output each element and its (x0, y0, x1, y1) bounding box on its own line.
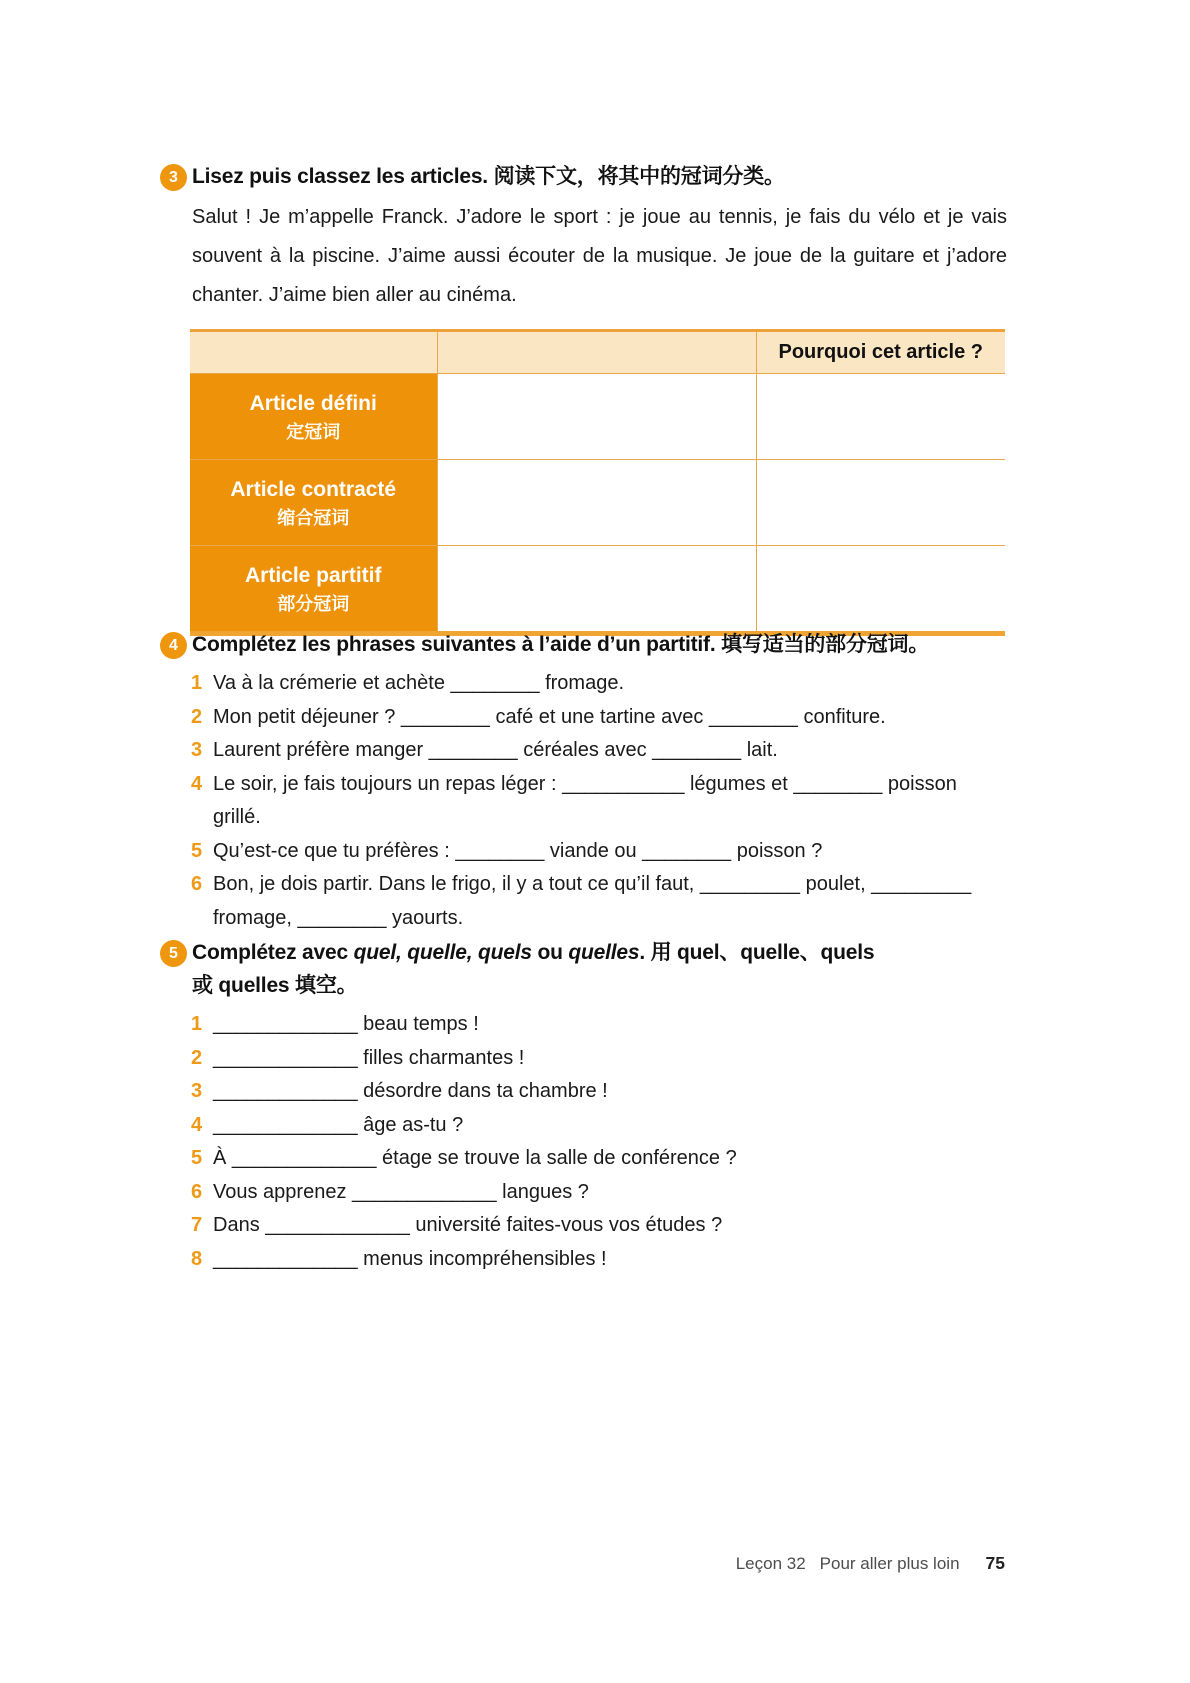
item-number: 7 (191, 1214, 203, 1236)
articles-answer-cell (437, 546, 756, 634)
exercise5-title (192, 936, 874, 1002)
exercise4-header (160, 628, 1008, 661)
exercise5-item (160, 1075, 1008, 1109)
item-number: 2 (191, 705, 203, 728)
exercise3-header (160, 160, 1008, 193)
exercise4-title-zh: 填写适当的部分冠词。 (721, 633, 930, 656)
row-label-fr: Article partitif (244, 563, 382, 587)
exercise4-title-fr: Complétez les phrases suivantes à l’aide d’un partitif. (192, 633, 716, 656)
item-number: 6 (191, 873, 203, 895)
item-text: _____________ désordre dans ta chambre ! (213, 1080, 608, 1102)
exercise4-item (160, 768, 1008, 835)
exercise5-item (160, 1042, 1008, 1076)
item-number: 4 (191, 772, 203, 795)
header-cell-empty-articles (437, 331, 756, 374)
item-text: _____________ filles charmantes ! (213, 1046, 525, 1069)
item-number: 3 (191, 1080, 203, 1102)
exercise4-number-badge: 4 (160, 632, 187, 659)
exercise4-item (160, 734, 1008, 768)
footer-section-title: Pour aller plus loin (819, 1554, 960, 1573)
exercise4-items (160, 667, 1008, 935)
exercise5-title-dot: . (639, 941, 651, 964)
item-text: Bon, je dois partir. Dans le frigo, il y a tout ce qu’il faut, _________ poulet, _________ fromage, ________ yaourts. (213, 873, 972, 929)
table-header-row (190, 331, 1005, 374)
exercise5-item (160, 1243, 1008, 1277)
articles-answer-cell (437, 460, 756, 546)
table-row-article-contracte (190, 460, 1005, 546)
exercise4-title (192, 628, 929, 661)
row-label-fr: Article contracté (230, 477, 397, 501)
row-label-article-defini (190, 374, 437, 460)
footer-lesson-label: Leçon 32 (735, 1554, 806, 1573)
item-number: 5 (191, 1147, 203, 1169)
exercise5-section (160, 936, 1008, 1276)
exercise4-item (160, 835, 1008, 869)
item-number: 6 (191, 1180, 203, 1203)
item-number: 8 (191, 1247, 203, 1270)
row-label-zh: 定冠词 (286, 421, 341, 442)
row-label-article-partitif (190, 546, 437, 634)
exercise5-title-zh-line2: 或 quelles 填空。 (192, 974, 358, 997)
reading-passage: Salut ! Je m’appelle Franck. J’adore le sport : je joue au tennis, je fais du vélo et je vais souvent à la piscine. J’aime aussi écouter de la musique. Je joue de la guitare et j’adore chanter. J’aime bien aller au cinéma. (192, 206, 1007, 306)
exercise3-title (192, 160, 785, 193)
classification-table (190, 329, 1005, 636)
articles-answer-cell (437, 374, 756, 460)
item-text: Laurent préfère manger ________ céréales avec ________ lait. (213, 739, 778, 761)
header-cell-pourquoi: Pourquoi cet article ? (756, 331, 1005, 374)
item-text: Mon petit déjeuner ? ________ café et une tartine avec ________ confiture. (213, 705, 886, 728)
exercise5-item (160, 1008, 1008, 1042)
exercise5-header (160, 936, 1008, 1002)
reason-answer-cell (756, 460, 1005, 546)
exercise5-title-zh-line1: 用 quel、quelle、quels (650, 941, 875, 964)
exercise4-item (160, 667, 1008, 701)
table-row-article-partitif (190, 546, 1005, 634)
exercise5-item (160, 1109, 1008, 1143)
item-text: Va à la crémerie et achète ________ fromage. (213, 672, 624, 694)
header-cell-empty-label (190, 331, 437, 374)
item-text: À _____________ étage se trouve la salle de conférence ? (213, 1147, 737, 1169)
footer-page-number: 75 (985, 1553, 1005, 1573)
row-label-article-contracte (190, 460, 437, 546)
row-label-zh: 部分冠词 (277, 593, 350, 614)
exercise5-items (160, 1008, 1008, 1276)
item-number: 3 (191, 739, 203, 761)
item-number: 1 (191, 1013, 203, 1035)
item-number: 2 (191, 1046, 203, 1069)
reason-answer-cell (756, 374, 1005, 460)
item-text: _____________ menus incompréhensibles ! (213, 1247, 607, 1270)
exercise3-title-fr: Lisez puis classez les articles. (192, 165, 488, 188)
item-number: 1 (191, 672, 203, 694)
exercise5-title-italic2: quelles (568, 941, 640, 964)
exercise5-title-mid: ou (531, 941, 569, 964)
row-label-fr: Article défini (249, 391, 377, 415)
exercise5-item (160, 1209, 1008, 1243)
row-label-zh: 缩合冠词 (277, 507, 350, 528)
item-number: 5 (191, 839, 203, 862)
exercise5-title-italic1: quel, quelle, quels (353, 941, 532, 964)
exercise5-item (160, 1176, 1008, 1210)
exercise3-title-zh: 阅读下文，将其中的冠词分类。 (493, 165, 785, 188)
exercise5-number-badge: 5 (160, 940, 187, 967)
page-footer (736, 1553, 1005, 1574)
item-text: Dans _____________ université faites-vous vos études ? (213, 1214, 723, 1236)
exercise3-number-badge: 3 (160, 164, 187, 191)
exercise5-item (160, 1142, 1008, 1176)
exercise4-section (160, 628, 1008, 935)
exercise5-title-lead: Complétez avec (192, 941, 354, 964)
item-text: Le soir, je fais toujours un repas léger : ___________ légumes et ________ poisson grillé. (213, 772, 957, 828)
table-row-article-defini (190, 374, 1005, 460)
item-text: Qu’est-ce que tu préfères : ________ viande ou ________ poisson ? (213, 839, 823, 862)
item-number: 4 (191, 1113, 203, 1136)
exercise4-item (160, 701, 1008, 735)
item-text: Vous apprenez _____________ langues ? (213, 1180, 589, 1203)
reason-answer-cell (756, 546, 1005, 634)
exercise4-item (160, 868, 1008, 935)
item-text: _____________ beau temps ! (213, 1013, 479, 1035)
item-text: _____________ âge as-tu ? (213, 1113, 464, 1136)
exercise3-section (160, 160, 1008, 636)
